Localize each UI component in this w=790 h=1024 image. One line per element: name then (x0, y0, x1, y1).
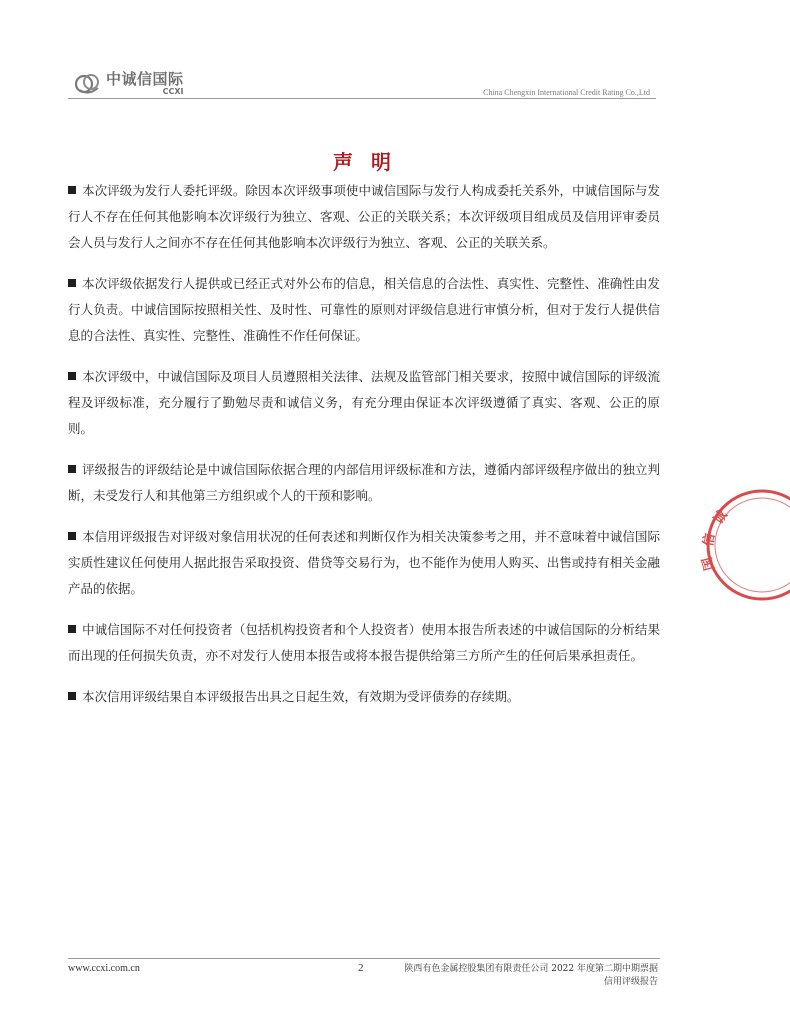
footer-divider (68, 958, 660, 959)
page-title: 声明 (333, 150, 409, 174)
paragraph-text: 本次信用评级结果自本评级报告出具之日起生效，有效期为受评债券的存续期。 (82, 689, 520, 704)
ccxi-logo-icon (74, 70, 102, 98)
paragraph-text: 本次评级中，中诚信国际及项目人员遵照相关法律、法规及监管部门相关要求，按照中诚信国际的评级流程及评级标准，充分履行了勤勉尽责和诚信义务，有充分理由保证本次评级遵循了真实、客观、公正的原则。 (68, 369, 660, 436)
statement-paragraph (68, 524, 660, 602)
paragraph-text: 中诚信国际不对任何投资者（包括机构投资者和个人投资者）使用本报告所表述的中诚信国际的分析结果而出现的任何损失负责，亦不对发行人使用本报告或将本报告提供给第三方所产生的任何后果承担责任。 (68, 622, 660, 663)
bullet-square-icon (68, 625, 76, 633)
bullet-square-icon (68, 692, 76, 700)
paragraph-text: 本次评级为发行人委托评级。除因本次评级事项使中诚信国际与发行人构成委托关系外，中诚信国际与发行人不存在任何其他影响本次评级行为独立、客观、公正的关联关系；本次评级项目组成员及信用评审委员会人员与发行人之间亦不存在任何其他影响本次评级行为独立、客观、公正的关联关系。 (68, 183, 660, 250)
page-number: 2 (358, 962, 364, 974)
header-divider (68, 98, 656, 99)
statement-paragraph (68, 457, 660, 509)
page-header (68, 64, 656, 106)
bullet-square-icon (68, 372, 76, 380)
logo-chinese-name: 中诚信国际 (106, 70, 184, 88)
statement-paragraph (68, 271, 660, 349)
paragraph-text: 本次评级依据发行人提供或已经正式对外公布的信息，相关信息的合法性、真实性、完整性、准确性由发行人负责。中诚信国际按照相关性、及时性、可靠性的原则对评级信息进行审慎分析，但对于发行人提供信息的合法性、真实性、完整性、准确性不作任何保证。 (68, 276, 660, 343)
bullet-square-icon (68, 532, 76, 540)
ccxi-logo (74, 70, 184, 98)
report-title-line-2: 信用评级报告 (603, 977, 658, 987)
report-title-line-1: 陕西有色金属控股集团有限责任公司 2022 年度第二期中期票据 (404, 964, 658, 974)
footer-report-title (404, 963, 658, 989)
paragraph-text: 本信用评级报告对评级对象信用状况的任何表述和判断仅作为相关决策参考之用，并不意味着中诚信国际实质性建议任何使用人据此报告采取投资、借贷等交易行为，也不能作为使用人购买、出售或持有相关金融产品的依据。 (68, 529, 660, 596)
statement-body (68, 178, 660, 725)
statement-paragraph (68, 684, 660, 710)
svg-text:信: 信 (701, 532, 719, 548)
bullet-square-icon (68, 279, 76, 287)
company-english-name: China Chengxin International Credit Rating Co.,Ltd (483, 88, 650, 97)
footer-website: www.ccxi.com.cn (68, 963, 140, 974)
statement-paragraph (68, 178, 660, 256)
company-seal-stamp (700, 485, 790, 605)
bullet-square-icon (68, 465, 76, 473)
statement-paragraph (68, 364, 660, 442)
logo-english-name: CCXI (162, 87, 184, 96)
svg-text:国: 国 (700, 555, 718, 572)
bullet-square-icon (68, 186, 76, 194)
statement-paragraph (68, 617, 660, 669)
svg-text:诚: 诚 (710, 508, 731, 528)
logo-text (106, 72, 184, 96)
paragraph-text: 评级报告的评级结论是中诚信国际依据合理的内部信用评级标准和方法，遵循内部评级程序做出的独立判断，未受发行人和其他第三方组织或个人的干预和影响。 (68, 462, 660, 503)
